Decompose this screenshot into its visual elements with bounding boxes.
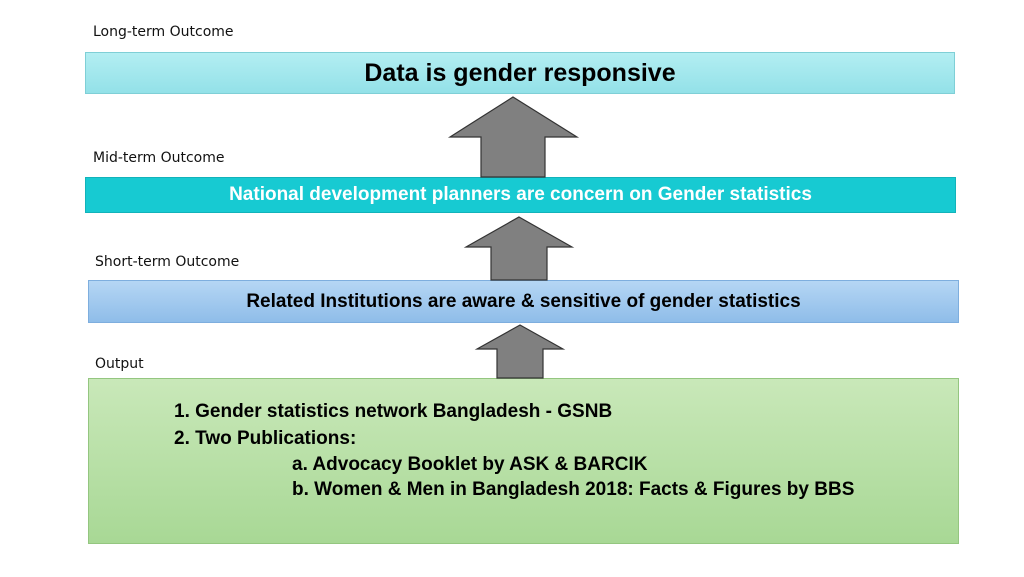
short-term-outcome-label: Short-term Outcome <box>95 254 240 270</box>
output-item-2: 2. Two Publications: <box>174 428 357 449</box>
output-label: Output <box>95 356 144 372</box>
output-item-1: 1. Gender statistics network Bangladesh - GSNB <box>174 401 613 422</box>
short-term-outcome-box: Related Institutions are aware & sensitive of gender statistics <box>88 280 959 323</box>
long-term-outcome-label: Long-term Outcome <box>93 24 234 40</box>
mid-term-outcome-label: Mid-term Outcome <box>93 150 225 166</box>
up-arrow-icon <box>477 325 563 378</box>
up-arrow-icon <box>466 217 572 280</box>
long-term-outcome-box: Data is gender responsive <box>85 52 955 94</box>
mid-term-outcome-box: National development planners are concern on Gender statistics <box>85 177 956 213</box>
up-arrow-icon <box>450 97 577 177</box>
output-item-2b: b. Women & Men in Bangladesh 2018: Facts & Figures by BBS <box>292 479 855 500</box>
output-item-2a: a. Advocacy Booklet by ASK & BARCIK <box>292 454 648 475</box>
